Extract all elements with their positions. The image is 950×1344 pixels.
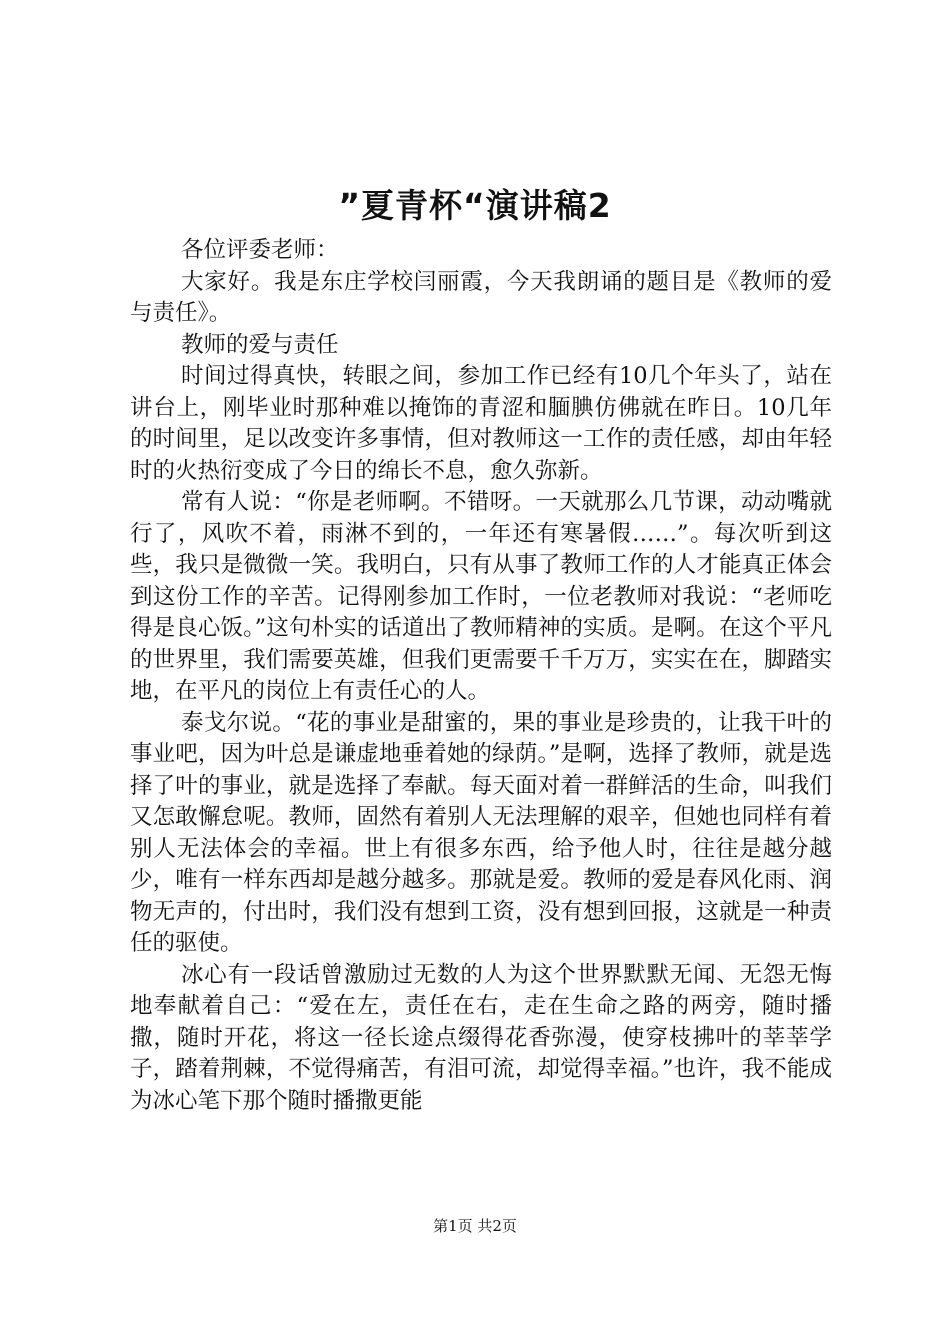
body-paragraph: 冰心有一段话曾激励过无数的人为这个世界默默无闻、无怨无悔地奉献着自己：“爱在左，责任在右，走在生命之路的两旁，随时播撒，随时开花，将这一径长途点缀得花香弥漫，使穿枝拂叶的莘莘学子，踏着荆棘，不觉得痛苦，有泪可流，却觉得幸福。”也许，我不能成为冰心笔下那个随时播撒更能 — [130, 961, 832, 1114]
body-paragraph: 泰戈尔说。“花的事业是甜蜜的，果的事业是珍贵的，让我干叶的事业吧，因为叶总是谦虚地垂着她的绿荫。”是啊，选择了教师，就是选择了叶的事业，就是选择了奉献。每天面对着一群鲜活的生命，叫我们又怎敢懈怠呢。教师，固然有着别人无法理解的艰辛，但她也同样有着别人无法体会的幸福。世上有很多东西，给予他人时，往往是越分越少，唯有一样东西却是越分越多。那就是爱。教师的爱是春风化雨、润物无声的，付出时，我们没有想到工资，没有想到回报，这就是一种责任的驱使。 — [130, 709, 832, 956]
salutation-paragraph: 各位评委老师： — [181, 237, 339, 263]
body-paragraph: 常有人说：“你是老师啊。不错呀。一天就那么几节课，动动嘴就行了，风吹不着，雨淋不到的，一年还有寒暑假……”。每次听到这些，我只是微微一笑。我明白，只有从事了教师工作的人才能真正体会到这份工作的辛苦。记得刚参加工作时，一位老教师对我说：“老师吃得是良心饭。”这句朴实的话道出了教师精神的实质。是啊。在这个平凡的世界里，我们需要英雄，但我们更需要千千万万，实实在在，脚踏实地，在平凡的岗位上有责任心的人。 — [130, 489, 832, 704]
body-paragraph: 时间过得真快，转眼之间，参加工作已经有10几个年头了，站在讲台上，刚毕业时那种难以掩饰的青涩和腼腆仿佛就在昨日。10几年的时间里，足以改变许多事情，但对教师这一工作的责任感，却由年轻时的火热衍变成了今日的绵长不息，愈久弥新。 — [130, 363, 832, 484]
speech-heading-paragraph: 教师的爱与责任 — [181, 331, 339, 358]
document-body — [130, 235, 832, 1117]
introduction-paragraph: 大家好。我是东庄学校闫丽霞，今天我朗诵的题目是《教师的爱与责任》。 — [130, 268, 832, 326]
page-number-footer: 第1页 共2页 — [433, 1217, 517, 1235]
document-title: ”夏青杯“演讲稿2 — [338, 186, 612, 225]
